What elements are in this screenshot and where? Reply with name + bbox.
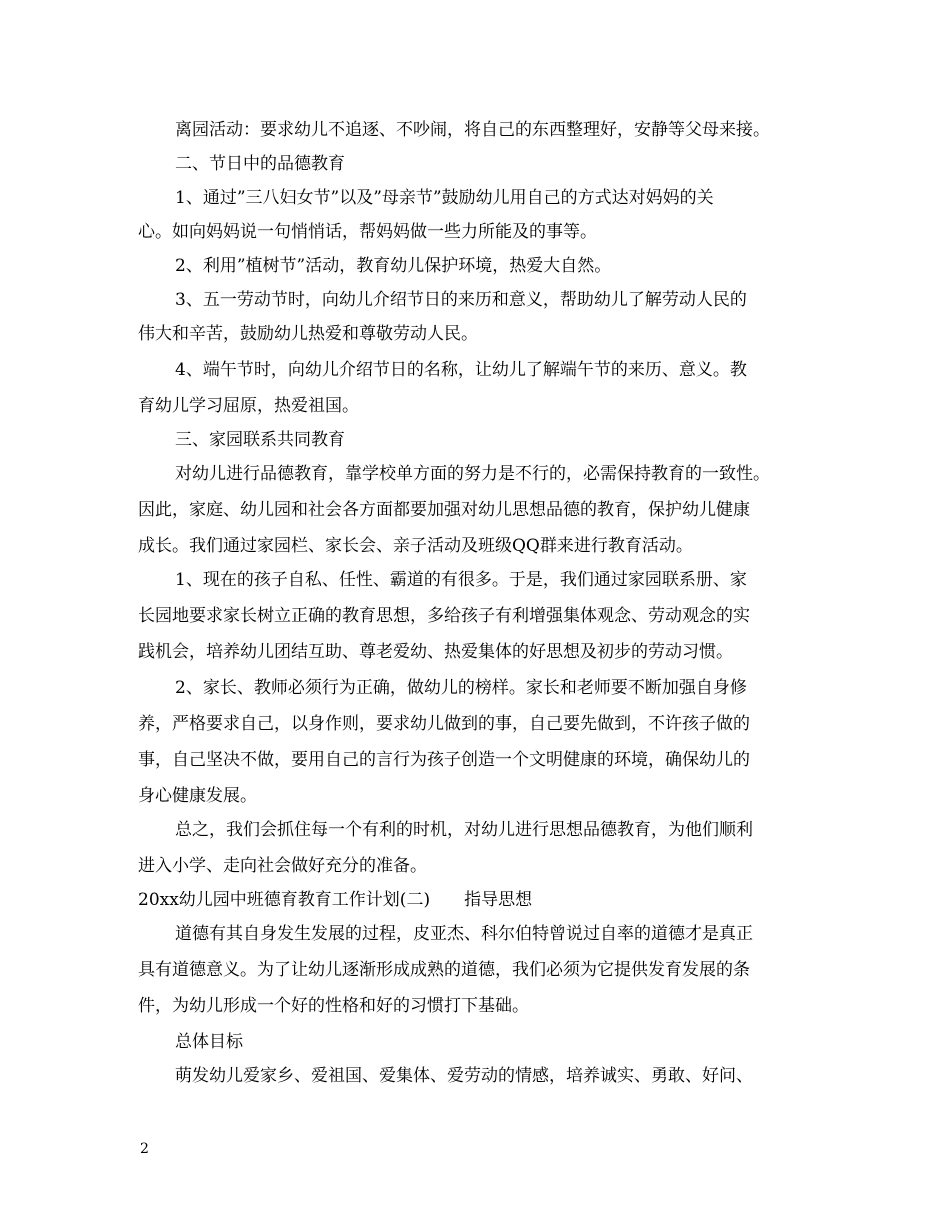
text-line: 成长。我们通过家园栏、家长会、亲子活动及班级QQ群来进行教育活动。 xyxy=(138,536,693,556)
text-line: 对幼儿进行品德教育，靠学校单方面的努力是不行的，必需保持教育的一致性。 xyxy=(175,464,770,484)
text-line: 2、利用”植树节”活动，教育幼儿保护环境，热爱大自然。 xyxy=(175,256,612,276)
section-heading: 三、家园联系共同教育 xyxy=(175,430,345,450)
text-line: 伟大和辛苦，鼓励幼儿热爱和尊敬劳动人民。 xyxy=(138,324,478,344)
text-line: 养，严格要求自己，以身作则，要求幼儿做到的事，自己要先做到，不许孩子做的 xyxy=(138,714,750,734)
section-heading: 总体目标 xyxy=(175,1032,243,1052)
text-line: 育幼儿学习屈原，热爱祖国。 xyxy=(138,396,359,416)
text-line: 3、五一劳动节时，向幼儿介绍节日的来历和意义，帮助幼儿了解劳动人民的 xyxy=(175,290,747,310)
text-line: 因此，家庭、幼儿园和社会各方面都要加强对幼儿思想品德的教育，保护幼儿健康 xyxy=(138,500,750,520)
text-line: 件，为幼儿形成一个好的性格和好的习惯打下基础。 xyxy=(138,996,529,1016)
text-line: 1、通过”三八妇女节”以及”母亲节”鼓励幼儿用自己的方式达对妈妈的关 xyxy=(175,188,714,208)
text-line: 心。如向妈妈说一句悄悄话，帮妈妈做一些力所能及的事等。 xyxy=(138,222,597,242)
text-line: 具有道德意义。为了让幼儿逐渐形成成熟的道德，我们必须为它提供发育发展的条 xyxy=(138,960,750,980)
text-line: 离园活动：要求幼儿不追逐、不吵闹，将自己的东西整理好，安静等父母来接。 xyxy=(175,120,770,140)
text-line: 践机会，培养幼儿团结互助、尊老爱幼、热爱集体的好思想及初步的劳动习惯。 xyxy=(138,642,733,662)
text-line: 长园地要求家长树立正确的教育思想，多给孩子有利增强集体观念、劳动观念的实 xyxy=(138,606,750,626)
text-line: 进入小学、走向社会做好充分的准备。 xyxy=(138,856,427,876)
text-line: 道德有其自身发生发展的过程，皮亚杰、科尔伯特曾说过自率的道德才是真正 xyxy=(175,924,753,944)
document-subtitle: 20xx幼儿园中班德育教育工作计划(二) 指导思想 xyxy=(138,890,533,910)
text-line: 总之，我们会抓住每一个有利的时机，对幼儿进行思想品德教育，为他们顺利 xyxy=(175,820,753,840)
text-line: 萌发幼儿爱家乡、爱祖国、爱集体、爱劳动的情感，培养诚实、勇敢、好问、 xyxy=(175,1066,753,1086)
text-line: 1、现在的孩子自私、任性、霸道的有很多。于是，我们通过家园联系册、家 xyxy=(175,570,747,590)
text-line: 事，自己坚决不做，要用自己的言行为孩子创造一个文明健康的环境，确保幼儿的 xyxy=(138,750,750,770)
text-line: 4、端午节时，向幼儿介绍节日的名称，让幼儿了解端午节的来历、意义。教 xyxy=(175,360,747,380)
text-line: 身心健康发展。 xyxy=(138,786,257,806)
page-number: 2 xyxy=(140,1141,149,1157)
section-heading: 二、节日中的品德教育 xyxy=(175,154,345,174)
text-line: 2、家长、教师必须行为正确，做幼儿的榜样。家长和老师要不断加强自身修 xyxy=(175,678,747,698)
